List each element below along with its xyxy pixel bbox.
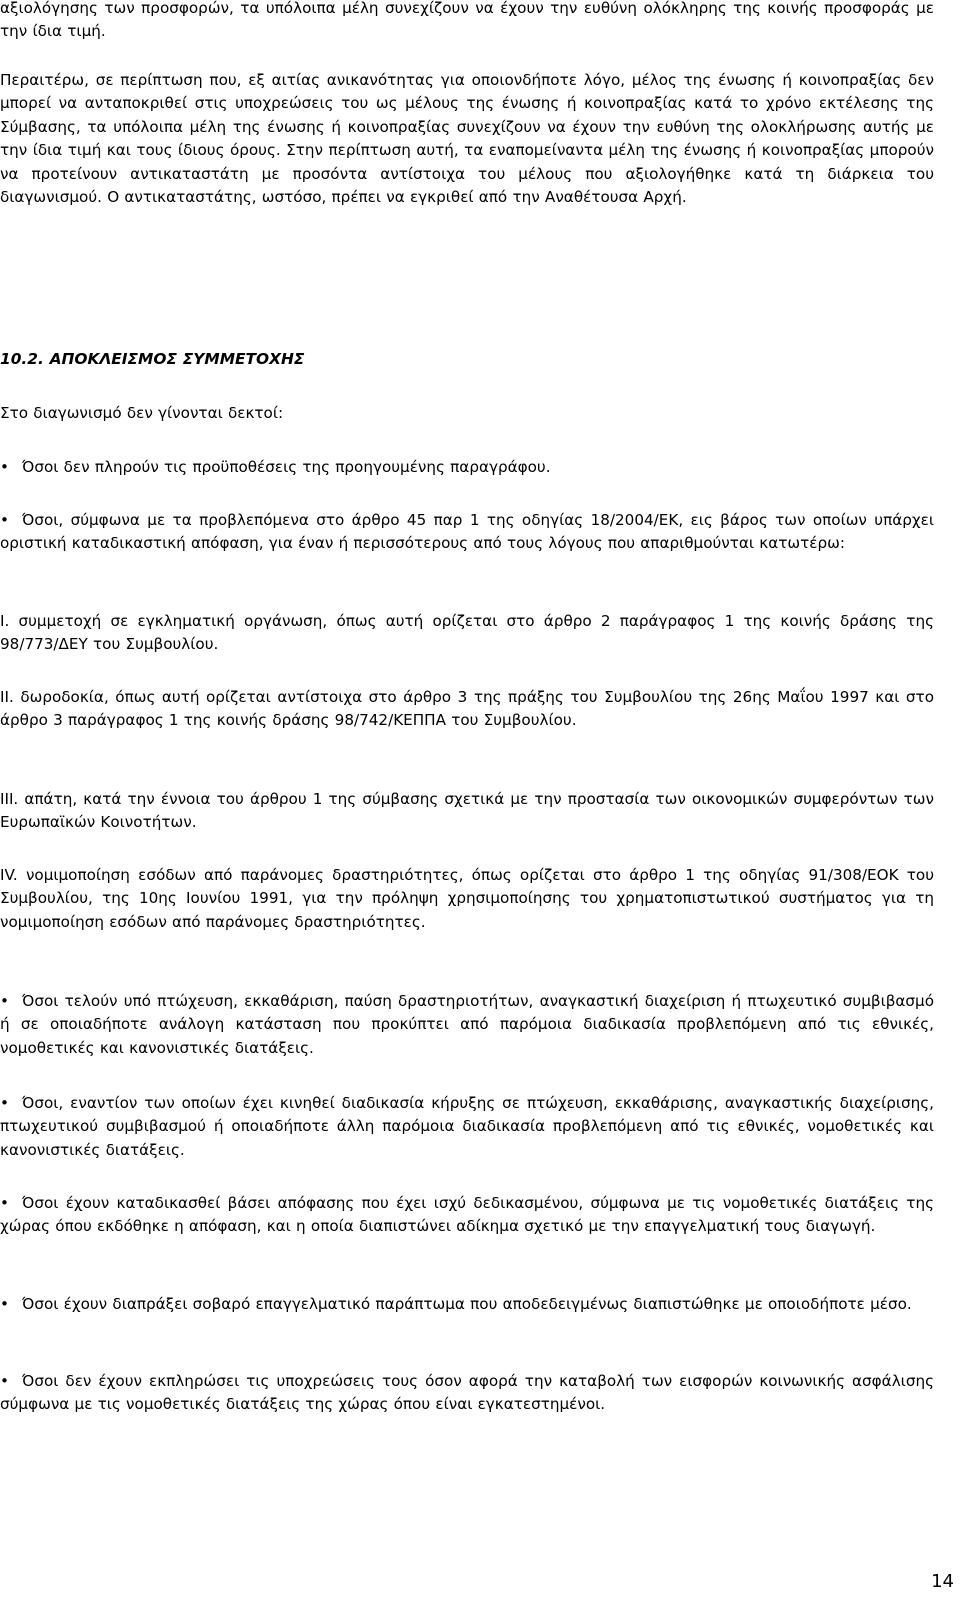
page-number: 14 bbox=[931, 1571, 954, 1592]
bullet-text: Όσοι δεν έχουν εκπληρώσει τις υποχρεώσεις τους όσον αφορά την καταβολή των εισφορών κοινωνικής ασφάλισης σύμφωνα με τις νομοθετικές διατάξεις της χώρας όπου είναι εγκατεστημένοι. bbox=[0, 1372, 934, 1414]
bullet-text: Όσοι τελούν υπό πτώχευση, εκκαθάριση, παύση δραστηριοτήτων, αναγκαστική διαχείριση ή πτωχευτικό συμβιβασμό ή σε οποιαδήποτε ανάλογη κατάσταση που προκύπτει από παρόμοια διαδικασία προβλεπόμενη από τις εθνικές, νομοθετικές και κανονιστικές διατάξεις. bbox=[0, 992, 934, 1057]
bullet-text: Όσοι, εναντίον των οποίων έχει κινηθεί διαδικασία κήρυξης σε πτώχευση, εκκαθάρισης, αναγκαστικής διαχείρισης, πτωχευτικού συμβιβασμού ή οποιαδήποτε άλλη παρόμοια διαδικασία προβλεπόμενη από τις εθνικές, νομοθετικές και κανονιστικές διατάξεις. bbox=[0, 1094, 934, 1159]
bullet-marker: • bbox=[0, 1094, 9, 1112]
list-item-iv: IV. νομιμοποίηση εσόδων από παράνομες δραστηριότητες, όπως ορίζεται στο άρθρο 1 της οδηγίας 91/308/ΕΟΚ του Συμβουλίου, της 10ης Ιουνίου 1991, για την πρόληψη χρησιμοποίησης του χρηματοπιστωτικού συστήματος για τη νομιμοποίηση εσόδων από παράνομες δραστηριότητες. bbox=[0, 866, 934, 931]
bullet-marker: • bbox=[0, 458, 9, 476]
bullet-item bbox=[0, 1293, 934, 1316]
bullet-marker: • bbox=[0, 1194, 9, 1212]
paragraph-intro: αξιολόγησης των προσφορών, τα υπόλοιπα μέλη συνεχίζουν να έχουν την ευθύνη ολόκληρης της κοινής προσφοράς με την ίδια τιμή. bbox=[0, 0, 934, 41]
bullet-marker: • bbox=[0, 992, 9, 1010]
bullet-text: Όσοι έχουν διαπράξει σοβαρό επαγγελματικό παράπτωμα που αποδεδειγμένως διαπιστώθηκε με οποιοδήποτε μέσο. bbox=[22, 1295, 912, 1313]
bullet-text: Όσοι δεν πληρούν τις προϋποθέσεις της προηγουμένης παραγράφου. bbox=[22, 458, 551, 476]
list-item-iii: III. απάτη, κατά την έννοια του άρθρου 1 της σύμβασης σχετικά με την προστασία των οικονομικών συμφερόντων των Ευρωπαϊκών Κοινοτήτων. bbox=[0, 790, 934, 832]
paragraph-replacement: Περαιτέρω, σε περίπτωση που, εξ αιτίας ανικανότητας για οποιονδήποτε λόγο, μέλος της ένωσης ή κοινοπραξίας δεν μπορεί να ανταποκριθεί στις υποχρεώσεις του ως μέλους της ένωσης ή κοινοπραξίας κατά το χρόνο εκτέλεσης της Σύμβασης, τα υπόλοιπα μέλη της ένωσης ή κοινοπραξίας συνεχίζουν να έχουν την ευθύνη της ολοκλήρωσης αυτής με την ίδια τιμή και τους ίδιους όρους. Στην περίπτωση αυτή, τα εναπομείναντα μέλη της ένωσης ή κοινοπραξίας μπορούν να προτείνουν αντικαταστάτη με προσόντα αντίστοιχα του μέλους που αξιολογήθηκε κατά τη διάρκεια του διαγωνισμού. Ο αντικαταστάτης, ωστόσο, πρέπει να εγκριθεί από την Αναθέτουσα Αρχή. bbox=[0, 71, 934, 207]
bullet-marker: • bbox=[0, 511, 9, 529]
bullet-marker: • bbox=[0, 1372, 9, 1390]
bullet-item bbox=[0, 456, 934, 479]
bullet-marker: • bbox=[0, 1295, 9, 1313]
bullet-text: Όσοι έχουν καταδικασθεί βάσει απόφασης που έχει ισχύ δεδικασμένου, σύμφωνα με τις νομοθετικές διατάξεις της χώρας όπου εκδόθηκε η απόφαση, και η οποία διαπιστώνει αδίκημα σχετικό με την επαγγελματική τους διαγωγή. bbox=[0, 1194, 934, 1236]
section-heading: 10.2. ΑΠΟΚΛΕΙΣΜΟΣ ΣΥΜΜΕΤΟΧΗΣ bbox=[0, 350, 305, 368]
bullet-item bbox=[0, 990, 934, 1060]
bullet-item bbox=[0, 1370, 934, 1417]
bullet-text: Όσοι, σύμφωνα με τα προβλεπόμενα στο άρθρο 45 παρ 1 της οδηγίας 18/2004/ΕΚ, εις βάρος των οποίων υπάρχει οριστική καταδικαστική απόφαση, για έναν ή περισσότερους από τους λόγους που απαριθμούνται κατωτέρω: bbox=[0, 511, 934, 553]
bullet-item bbox=[0, 509, 934, 556]
bullet-item bbox=[0, 1192, 934, 1239]
list-item-i: I. συμμετοχή σε εγκληματική οργάνωση, όπως αυτή ορίζεται στο άρθρο 2 παράγραφος 1 της κοινής δράσης της 98/773/ΔΕΥ του Συμβουλίου. bbox=[0, 612, 934, 654]
list-item-ii: II. δωροδοκία, όπως αυτή ορίζεται αντίστοιχα στο άρθρο 3 της πράξης του Συμβουλίου της 26ης Μαΐου 1997 και στο άρθρο 3 παράγραφος 1 της κοινής δράσης 98/742/ΚΕΠΠΑ του Συμβουλίου. bbox=[0, 688, 934, 730]
lead-in-text: Στο διαγωνισμό δεν γίνονται δεκτοί: bbox=[0, 404, 284, 422]
bullet-item bbox=[0, 1092, 934, 1162]
